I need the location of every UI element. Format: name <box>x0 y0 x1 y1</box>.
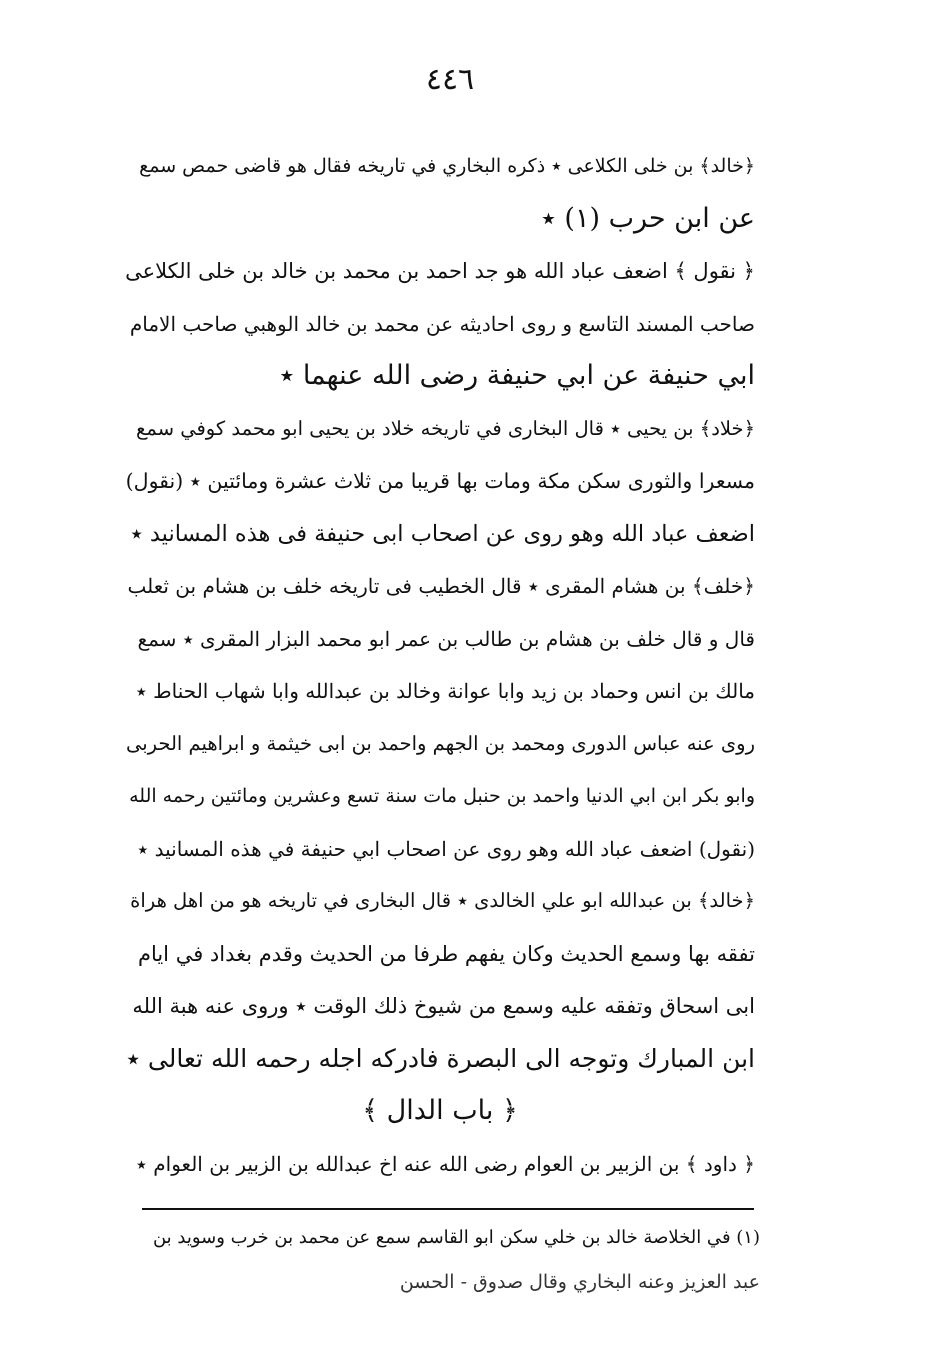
text-line: ﴿ داود ﴾ بن الزبير بن العوام رضى الله عنه اخ عبدالله بن الزبير بن العوام ٭ <box>136 1151 755 1176</box>
text-line: ﴿خلاد﴾ بن يحيى ٭ قال البخارى في تاريخه خلاد بن يحيى ابو محمد كوفي سمع <box>136 416 755 440</box>
text-line: عن ابن حرب (١) ٭ <box>541 202 755 234</box>
text-line: ﴿خالد﴾ بن عبدالله ابو علي الخالدى ٭ قال البخارى في تاريخه هو من اهل هراة <box>130 889 755 912</box>
text-line: ﴿خلف﴾ بن هشام المقرى ٭ قال الخطيب فى تاريخه خلف بن هشام بن ثعلب <box>127 574 755 598</box>
text-line: اضعف عباد الله وهو روى عن اصحاب ابى حنيفة فى هذه المسانيد ٭ <box>130 520 755 547</box>
body-text <box>125 140 755 1190</box>
text-line: ﴿خالد﴾ بن خلى الكلاعى ٭ ذكره البخاري في تاريخه فقال هو قاضى حمص سمع <box>139 155 755 177</box>
chapter-heading: ﴿ باب الدال ﴾ <box>362 1095 518 1126</box>
text-line: ﴿ نقول ﴾ اضعف عباد الله هو جد احمد بن محمد بن خالد بن خلى الكلاعى <box>125 259 755 283</box>
text-line: مالك بن انس وحماد بن زيد وابا عوانة وخالد بن عبدالله وابا شهاب الحناط ٭ <box>135 679 755 703</box>
footnote-line: عبد العزيز وعنه البخاري وقال صدوق - الحسن <box>399 1271 760 1293</box>
footnote-line: (١) في الخلاصة خالد بن خلي سكن ابو القاسم سمع عن محمد بن خرب وسويد بن <box>152 1227 760 1248</box>
text-line: ابي حنيفة عن ابي حنيفة رضى الله عنهما ٭ <box>279 360 755 391</box>
text-line: قال و قال خلف بن هشام بن طالب بن عمر ابو محمد البزار المقرى ٭ سمع <box>137 626 755 651</box>
footnotes <box>140 1215 760 1305</box>
footnote-divider <box>142 1208 754 1210</box>
text-line: (نقول) اضعف عباد الله وهو روى عن اصحاب ابي حنيفة في هذه المسانيد ٭ <box>137 836 755 861</box>
text-line: صاحب المسند التاسع و روى احاديثه عن محمد بن خالد الوهبي صاحب الامام <box>129 311 755 336</box>
text-line: ابى اسحاق وتفقه عليه وسمع من شيوخ ذلك الوقت ٭ وروى عنه هبة الله <box>132 994 755 1018</box>
text-line: روى عنه عباس الدورى ومحمد بن الجهم واحمد بن ابى خيثمة و ابراهيم الحربى <box>125 731 755 755</box>
text-line: ابن المبارك وتوجه الى البصرة فادركه اجله رحمه الله تعالى ٭ <box>126 1043 755 1073</box>
page-number: ٤٤٦ <box>425 62 475 97</box>
text-line: مسعرا والثورى سكن مكة ومات بها قريبا من ثلاث عشرة ومائتين ٭ (نقول) <box>125 469 755 493</box>
text-line: وابو بكر ابن ابي الدنيا واحمد بن حنبل مات سنة تسع وعشرين ومائتين رحمه الله <box>129 785 755 807</box>
text-line: تفقه بها وسمع الحديث وكان يفهم طرفا من الحديث وقدم بغداد في ايام <box>137 941 755 966</box>
